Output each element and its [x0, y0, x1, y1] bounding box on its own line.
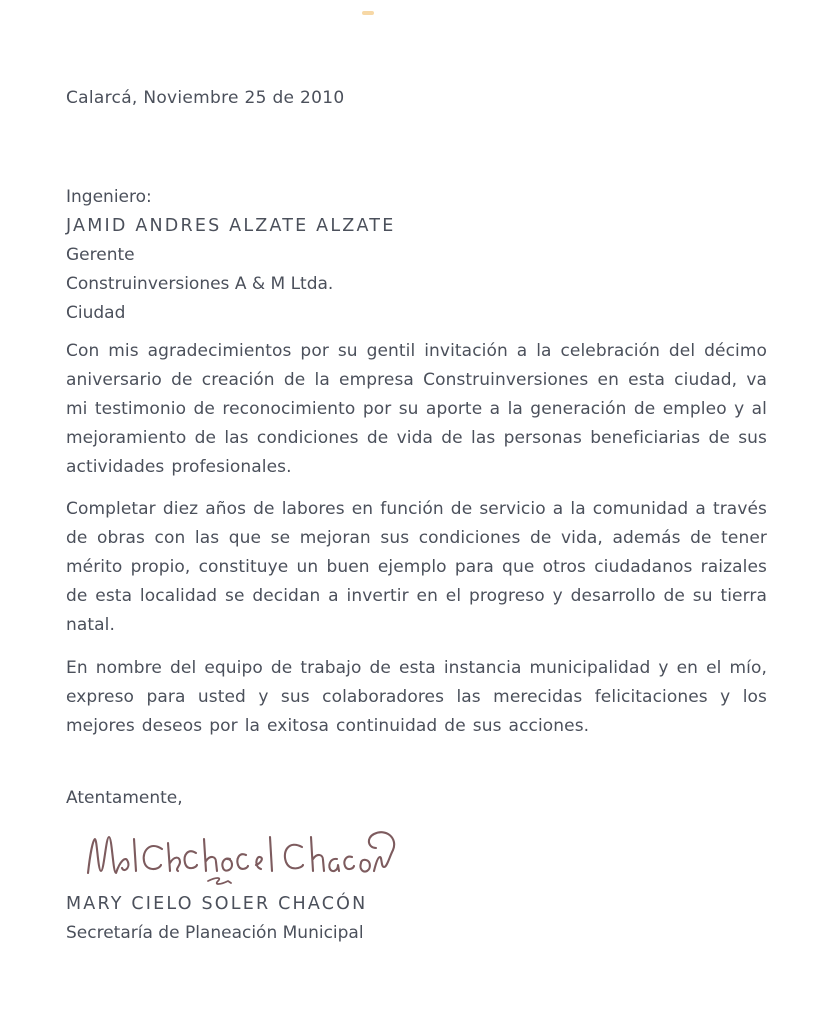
closing-line: Atentamente,: [66, 788, 183, 808]
signature-stroke-7: [369, 832, 394, 871]
recipient-city: Ciudad: [66, 303, 126, 323]
signature-stroke-3: [185, 839, 232, 871]
letter-content: [66, 0, 767, 948]
recipient-address-block: [66, 183, 767, 328]
body-paragraph-2: Completar diez años de labores en función de servicio a la comunidad a través de obras con las que se mejoran sus condiciones de vida, además de tener mérito propio, constituye un buen ejemplo para que otros ciudadanos raizales de esta localidad se decidan a invertir en el progreso y desarrollo de su tierra natal.: [66, 499, 767, 635]
body-paragraph-3: En nombre del equipo de trabajo de esta instancia municipalidad y en el mío, expreso para usted y sus colaboradores las merecidas felicitaciones y los mejores deseos por la exitosa continuidad de sus acciones.: [66, 658, 767, 736]
signer-name: MARY CIELO SOLER CHACÓN: [66, 894, 368, 914]
signature-stroke-6: [344, 857, 370, 872]
signature-stroke-2: [134, 839, 180, 871]
signer-title: Secretaría de Planeación Municipal: [66, 923, 364, 943]
signature-stroke-5: [285, 837, 339, 871]
recipient-name: JAMID ANDRES ALZATE ALZATE: [66, 216, 396, 236]
recipient-salutation: Ingeniero:: [66, 187, 152, 207]
body-paragraph-1: Con mis agradecimientos por su gentil invitación a la celebración del décimo aniversario de creación de la empresa Construinversiones en esta ciudad, va mi testimonio de reconocimiento por su aporte a la generación de empleo y al mejoramiento de las condiciones de vida de las personas beneficiarias de sus actividades profesionales.: [66, 341, 767, 477]
date-line: Calarcá, Noviembre 25 de 2010: [66, 88, 345, 108]
signature-block: [66, 825, 767, 948]
signature-stroke-4: [237, 837, 272, 871]
signature-underline-squiggle: [208, 878, 231, 884]
recipient-title: Gerente: [66, 245, 135, 265]
signature-stroke-1: [88, 837, 128, 873]
recipient-company: Construinversiones A & M Ltda.: [66, 274, 334, 294]
handwritten-signature: [80, 825, 410, 891]
